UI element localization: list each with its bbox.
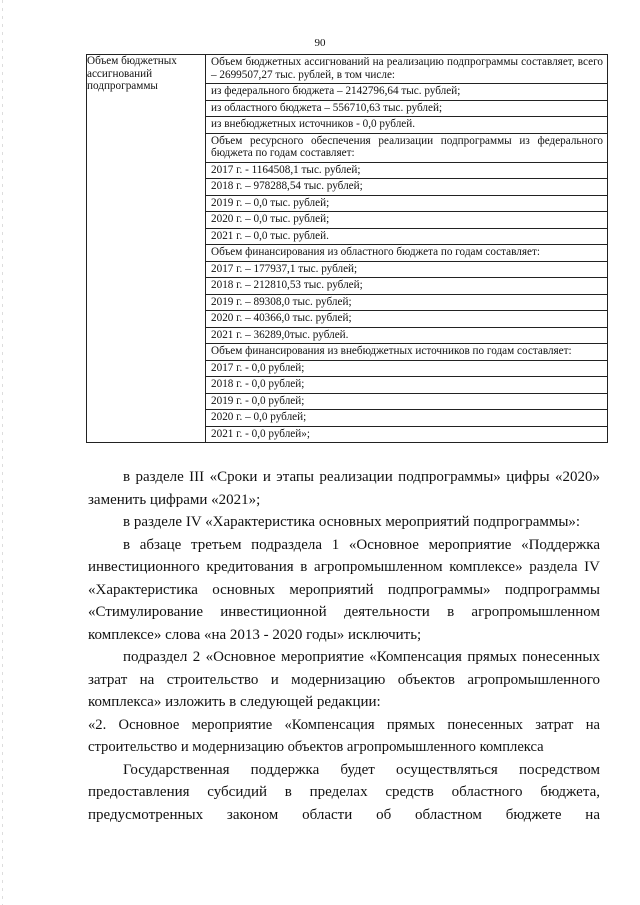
document-body [88, 466, 600, 826]
table-line: из областного бюджета – 556710,63 тыс. рублей; [206, 101, 607, 118]
table-line: Объем бюджетных ассигнований на реализацию подпрограммы составляет, всего – 2699507,27 тыс. рублей, в том числе: [206, 55, 607, 84]
table-line: 2020 г. – 0,0 рублей; [206, 410, 607, 427]
table-line: из внебюджетных источников - 0,0 рублей. [206, 117, 607, 134]
table-line: Объем финансирования из областного бюджета по годам составляет: [206, 245, 607, 262]
table-line: 2021 г. – 0,0 тыс. рублей. [206, 229, 607, 246]
table-line: из федерального бюджета – 2142796,64 тыс. рублей; [206, 84, 607, 101]
table-line: 2021 г. – 36289,0тыс. рублей. [206, 328, 607, 345]
table-line: Объем ресурсного обеспечения реализации подпрограммы из федерального бюджета по годам составляет: [206, 134, 607, 163]
table-line: 2020 г. – 0,0 тыс. рублей; [206, 212, 607, 229]
table-line: 2019 г. – 0,0 тыс. рублей; [206, 196, 607, 213]
paragraph-subsection-2: подраздел 2 «Основное мероприятие «Компенсация прямых понесенных затрат на строительство и модернизацию объектов агропромышленного комплекса» изложить в следующей редакции: [88, 649, 600, 710]
scan-edge [2, 0, 3, 905]
table-row [87, 55, 608, 443]
table-line: 2017 г. - 1164508,1 тыс. рублей; [206, 163, 607, 180]
table-line: 2019 г. – 89308,0 тыс. рублей; [206, 295, 607, 312]
paragraph-quote-heading: «2. Основное мероприятие «Компенсация прямых понесенных затрат на строительство и модернизацию объектов агропромышленного комплекса [88, 716, 600, 755]
table-line: 2017 г. - 0,0 рублей; [206, 361, 607, 378]
table-line: 2018 г. – 978288,54 тыс. рублей; [206, 179, 607, 196]
paragraph-subsection-1: в абзаце третьем подраздела 1 «Основное мероприятие «Поддержка инвестиционного кредитования в агропромышленном комплексе» раздела IV «Характеристика основных мероприятий подпрограммы» подпрограммы «Стимулирование инвестиционной деятельности в агропромышленном комплексе» слова «на 2013 - 2020 годы» исключить; [88, 536, 600, 643]
table-line: 2021 г. - 0,0 рублей»; [211, 427, 310, 440]
paragraph-state-support: Государственная поддержка будет осуществляться посредством предоставления субсидий в пределах средств областного бюджета, предусмотренных законом области об областном бюджете на [88, 761, 600, 823]
table-line: 2020 г. – 40366,0 тыс. рублей; [206, 311, 607, 328]
table-label-cell: Объем бюджетных ассигнований подпрограммы [87, 55, 206, 443]
table-line: 2018 г. – 212810,53 тыс. рублей; [206, 278, 607, 295]
table-line: Объем финансирования из внебюджетных источников по годам составляет: [206, 344, 607, 361]
table-line: 2019 г. - 0,0 рублей; [206, 394, 607, 411]
page-number: 90 [314, 37, 326, 49]
table-value-cell [206, 55, 608, 443]
paragraph-section-iv: в разделе IV «Характеристика основных мероприятий подпрограммы»: [123, 514, 581, 530]
table-line: 2017 г. – 177937,1 тыс. рублей; [206, 262, 607, 279]
paragraph-section-iii: в разделе III «Сроки и этапы реализации подпрограммы» цифры «2020» заменить цифрами «2021»; [88, 469, 600, 508]
table-line: 2018 г. - 0,0 рублей; [206, 377, 607, 394]
budget-table [86, 54, 608, 443]
